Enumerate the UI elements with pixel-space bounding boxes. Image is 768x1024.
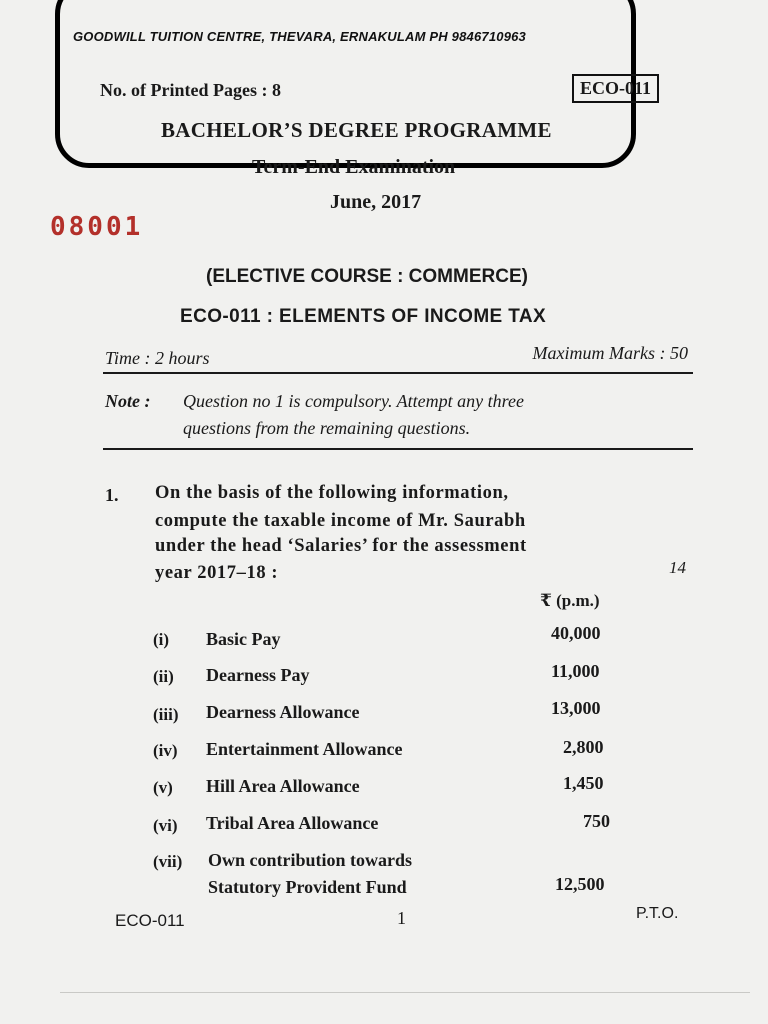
item-label: Tribal Area Allowance (206, 813, 379, 833)
question-line-2: compute the taxable income of Mr. Saurabh (155, 511, 526, 531)
exam-date: June, 2017 (330, 191, 422, 213)
maximum-marks: Maximum Marks : 50 (532, 343, 688, 363)
item-number: (i) (153, 630, 170, 649)
course-title: ECO-011 : ELEMENTS OF INCOME TAX (180, 306, 547, 327)
elective-course: (ELECTIVE COURSE : COMMERCE) (206, 266, 528, 287)
divider-note (103, 448, 693, 450)
footer-paper-code: ECO-011 (115, 911, 185, 930)
item-label: Entertainment Allowance (206, 739, 403, 759)
item-number: (iv) (153, 741, 178, 760)
question-marks: 14 (669, 558, 686, 577)
time-allowed: Time : 2 hours (105, 348, 210, 368)
serial-number: 08001 (50, 212, 144, 242)
printed-pages: No. of Printed Pages : 8 (100, 80, 281, 100)
pto-label: P.T.O. (636, 905, 679, 922)
item-label: Own contribution towards (208, 850, 413, 870)
item-label: Dearness Allowance (206, 702, 360, 722)
page-edge (60, 992, 750, 993)
item-value: 12,500 (555, 874, 605, 894)
item-number: (iii) (153, 705, 179, 724)
item-number: (vii) (153, 852, 183, 871)
note-label: Note : (105, 391, 151, 411)
question-line-4: year 2017–18 : (155, 563, 279, 583)
unit-header: ₹ (p.m.) (540, 591, 600, 610)
item-value: 40,000 (551, 623, 601, 643)
item-label: Basic Pay (206, 629, 281, 649)
item-value: 2,800 (563, 737, 604, 757)
item-value: 750 (583, 811, 610, 831)
note-line-1: Question no 1 is compulsory. Attempt any three (183, 391, 524, 411)
item-value: 11,000 (551, 661, 600, 681)
page-number: 1 (397, 908, 406, 928)
item-label-continued: Statutory Provident Fund (208, 877, 407, 897)
item-number: (ii) (153, 667, 174, 686)
programme-title: BACHELOR’S DEGREE PROGRAMME (161, 118, 552, 142)
paper-code-box: ECO-011 (572, 74, 659, 103)
stamp-text: GOODWILL TUITION CENTRE, THEVARA, ERNAKULAM PH 9846710963 (73, 29, 526, 44)
note-line-2: questions from the remaining questions. (183, 418, 471, 438)
question-line-3: under the head ‘Salaries’ for the assessment (155, 536, 527, 556)
divider-top (103, 372, 693, 374)
item-value: 1,450 (563, 773, 604, 793)
item-number: (vi) (153, 816, 178, 835)
item-number: (v) (153, 778, 173, 797)
question-number: 1. (105, 485, 119, 505)
item-value: 13,000 (551, 698, 601, 718)
item-label: Hill Area Allowance (206, 776, 360, 796)
item-label: Dearness Pay (206, 665, 310, 685)
exam-title: Term-End Examination (252, 156, 456, 178)
question-line-1: On the basis of the following information, (155, 483, 509, 503)
